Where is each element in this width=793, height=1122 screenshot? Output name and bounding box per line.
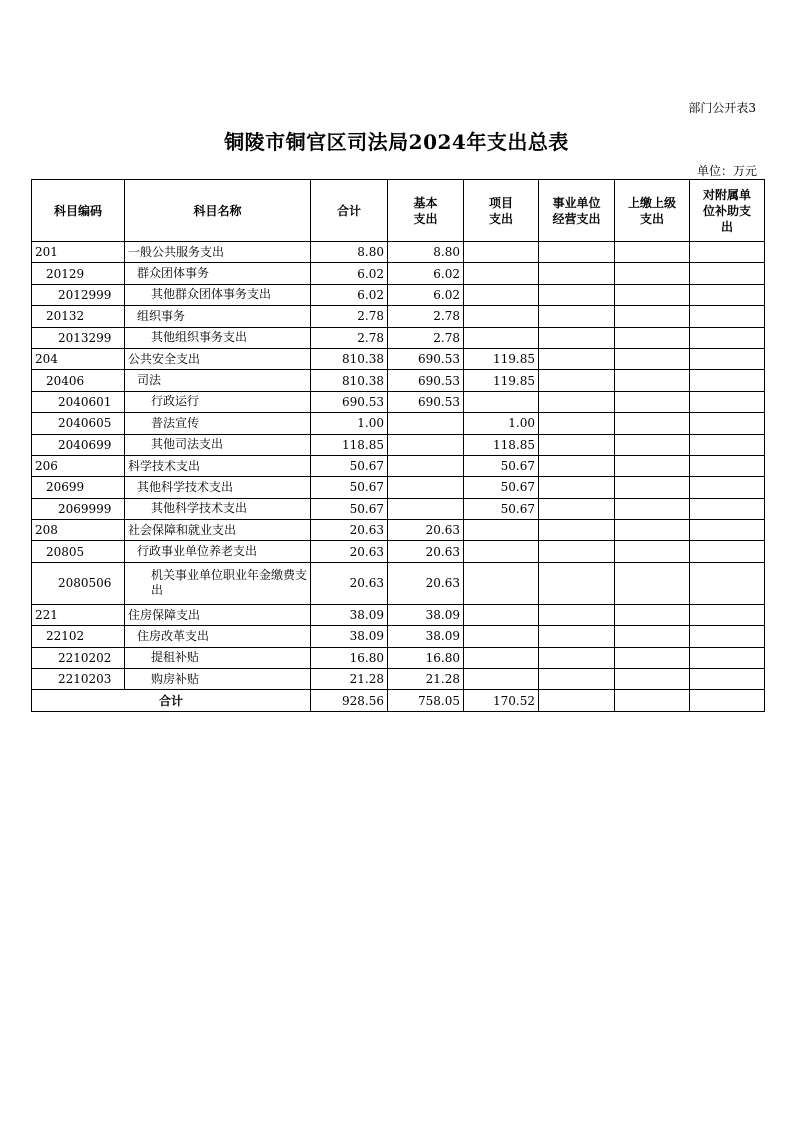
row-code: 22102 xyxy=(32,626,125,647)
row-code: 20699 xyxy=(32,477,125,498)
total-business xyxy=(539,690,615,711)
row-business xyxy=(539,626,615,647)
row-basic: 38.09 xyxy=(388,604,464,625)
row-name: 其他群众团体事务支出 xyxy=(125,284,311,305)
row-code: 204 xyxy=(32,348,125,369)
expenditure-table xyxy=(31,179,765,712)
header-project-line2: 支出 xyxy=(488,211,513,226)
header-total: 合计 xyxy=(311,180,388,242)
table-row xyxy=(32,327,765,348)
row-upper xyxy=(615,263,690,284)
row-project xyxy=(464,541,539,562)
row-basic: 21.28 xyxy=(388,669,464,690)
row-project xyxy=(464,284,539,305)
row-name: 购房补贴 xyxy=(125,669,311,690)
row-total: 16.80 xyxy=(311,647,388,668)
row-project: 1.00 xyxy=(464,413,539,434)
row-upper xyxy=(615,562,690,604)
row-business xyxy=(539,348,615,369)
row-subsidy xyxy=(690,434,765,455)
table-row xyxy=(32,477,765,498)
row-project: 50.67 xyxy=(464,455,539,476)
form-number: 部门公开表3 xyxy=(688,101,756,115)
table-row xyxy=(32,520,765,541)
total-row xyxy=(32,690,765,711)
row-project xyxy=(464,520,539,541)
row-total: 1.00 xyxy=(311,413,388,434)
row-upper xyxy=(615,413,690,434)
row-project xyxy=(464,562,539,604)
table-row xyxy=(32,541,765,562)
table-row xyxy=(32,242,765,263)
header-business xyxy=(539,180,615,242)
row-name: 行政事业单位养老支出 xyxy=(125,541,311,562)
row-business xyxy=(539,541,615,562)
row-business xyxy=(539,284,615,305)
row-basic: 8.80 xyxy=(388,242,464,263)
row-project: 50.67 xyxy=(464,498,539,519)
row-subsidy xyxy=(690,370,765,391)
row-project xyxy=(464,604,539,625)
table-row xyxy=(32,455,765,476)
row-total: 38.09 xyxy=(311,604,388,625)
row-subsidy xyxy=(690,626,765,647)
total-label: 合计 xyxy=(32,690,311,711)
row-name: 机关事业单位职业年金缴费支出 xyxy=(125,562,311,604)
row-project xyxy=(464,306,539,327)
row-project xyxy=(464,391,539,412)
table-row xyxy=(32,391,765,412)
row-name: 司法 xyxy=(125,370,311,391)
row-code: 2013299 xyxy=(32,327,125,348)
table-row xyxy=(32,284,765,305)
row-business xyxy=(539,562,615,604)
header-code: 科目编码 xyxy=(32,180,125,242)
row-basic xyxy=(388,434,464,455)
header-business-line2: 经营支出 xyxy=(552,211,601,226)
page-title: 铜陵市铜官区司法局2024年支出总表 xyxy=(224,130,569,154)
row-business xyxy=(539,306,615,327)
row-upper xyxy=(615,498,690,519)
row-total: 20.63 xyxy=(311,562,388,604)
row-upper xyxy=(615,669,690,690)
row-name: 行政运行 xyxy=(125,391,311,412)
row-total: 8.80 xyxy=(311,242,388,263)
row-basic: 2.78 xyxy=(388,327,464,348)
header-project-line1: 项目 xyxy=(488,195,513,210)
row-name: 提租补贴 xyxy=(125,647,311,668)
row-code: 2012999 xyxy=(32,284,125,305)
row-name: 群众团体事务 xyxy=(125,263,311,284)
row-total: 50.67 xyxy=(311,498,388,519)
row-total: 2.78 xyxy=(311,306,388,327)
row-basic xyxy=(388,477,464,498)
row-upper xyxy=(615,434,690,455)
row-name: 社会保障和就业支出 xyxy=(125,520,311,541)
table-row xyxy=(32,413,765,434)
row-code: 2040699 xyxy=(32,434,125,455)
row-upper xyxy=(615,520,690,541)
total-subsidy xyxy=(690,690,765,711)
row-subsidy xyxy=(690,242,765,263)
row-business xyxy=(539,604,615,625)
row-basic xyxy=(388,498,464,519)
row-project xyxy=(464,669,539,690)
row-total: 50.67 xyxy=(311,455,388,476)
header-basic-line1: 基本 xyxy=(413,195,438,210)
row-business xyxy=(539,669,615,690)
row-subsidy xyxy=(690,348,765,369)
row-business xyxy=(539,455,615,476)
row-name: 住房保障支出 xyxy=(125,604,311,625)
row-code: 20805 xyxy=(32,541,125,562)
row-business xyxy=(539,413,615,434)
row-upper xyxy=(615,477,690,498)
row-subsidy xyxy=(690,327,765,348)
row-total: 810.38 xyxy=(311,348,388,369)
row-name: 科学技术支出 xyxy=(125,455,311,476)
row-basic: 690.53 xyxy=(388,370,464,391)
row-project: 50.67 xyxy=(464,477,539,498)
row-project xyxy=(464,626,539,647)
row-business xyxy=(539,520,615,541)
row-project: 119.85 xyxy=(464,370,539,391)
row-project xyxy=(464,647,539,668)
row-basic xyxy=(388,413,464,434)
table-row xyxy=(32,434,765,455)
table-row xyxy=(32,562,765,604)
row-code: 201 xyxy=(32,242,125,263)
row-upper xyxy=(615,348,690,369)
row-name: 住房改革支出 xyxy=(125,626,311,647)
row-business xyxy=(539,327,615,348)
row-basic: 690.53 xyxy=(388,348,464,369)
row-basic: 2.78 xyxy=(388,306,464,327)
row-subsidy xyxy=(690,604,765,625)
row-upper xyxy=(615,626,690,647)
row-basic: 20.63 xyxy=(388,520,464,541)
table-row xyxy=(32,306,765,327)
row-basic: 38.09 xyxy=(388,626,464,647)
row-code: 221 xyxy=(32,604,125,625)
row-total: 20.63 xyxy=(311,541,388,562)
row-code: 2069999 xyxy=(32,498,125,519)
row-subsidy xyxy=(690,541,765,562)
table-row xyxy=(32,348,765,369)
row-business xyxy=(539,647,615,668)
header-upper-line1: 上缴上级 xyxy=(627,195,676,210)
row-name: 其他科学技术支出 xyxy=(125,498,311,519)
row-subsidy xyxy=(690,455,765,476)
row-upper xyxy=(615,541,690,562)
row-subsidy xyxy=(690,520,765,541)
row-name: 其他组织事务支出 xyxy=(125,327,311,348)
row-total: 118.85 xyxy=(311,434,388,455)
row-upper xyxy=(615,604,690,625)
row-basic: 16.80 xyxy=(388,647,464,668)
row-code: 206 xyxy=(32,455,125,476)
row-total: 50.67 xyxy=(311,477,388,498)
total-sum: 928.56 xyxy=(311,690,388,711)
row-code: 208 xyxy=(32,520,125,541)
row-subsidy xyxy=(690,263,765,284)
total-project: 170.52 xyxy=(464,690,539,711)
row-business xyxy=(539,477,615,498)
row-subsidy xyxy=(690,477,765,498)
row-basic: 20.63 xyxy=(388,562,464,604)
row-total: 20.63 xyxy=(311,520,388,541)
row-business xyxy=(539,434,615,455)
table-row xyxy=(32,370,765,391)
total-basic: 758.05 xyxy=(388,690,464,711)
table-body xyxy=(32,242,765,712)
row-business xyxy=(539,498,615,519)
row-project: 119.85 xyxy=(464,348,539,369)
row-business xyxy=(539,242,615,263)
row-subsidy xyxy=(690,562,765,604)
row-name: 一般公共服务支出 xyxy=(125,242,311,263)
table-row xyxy=(32,626,765,647)
header-basic-line2: 支出 xyxy=(413,211,438,226)
table-row xyxy=(32,498,765,519)
row-total: 21.28 xyxy=(311,669,388,690)
header-project xyxy=(464,180,539,242)
row-code: 20406 xyxy=(32,370,125,391)
header-upper-line2: 支出 xyxy=(639,211,664,226)
row-name: 组织事务 xyxy=(125,306,311,327)
header-subsidy: 对附属单位补助支出 xyxy=(690,180,765,242)
row-code: 2080506 xyxy=(32,562,125,604)
row-basic xyxy=(388,455,464,476)
row-upper xyxy=(615,306,690,327)
row-code: 20132 xyxy=(32,306,125,327)
header-upper xyxy=(615,180,690,242)
row-basic: 6.02 xyxy=(388,263,464,284)
row-name: 其他科学技术支出 xyxy=(125,477,311,498)
row-name: 其他司法支出 xyxy=(125,434,311,455)
row-code: 2210202 xyxy=(32,647,125,668)
row-project xyxy=(464,263,539,284)
row-name: 公共安全支出 xyxy=(125,348,311,369)
row-basic: 20.63 xyxy=(388,541,464,562)
row-basic: 690.53 xyxy=(388,391,464,412)
row-business xyxy=(539,370,615,391)
row-subsidy xyxy=(690,498,765,519)
row-total: 6.02 xyxy=(311,263,388,284)
row-project xyxy=(464,242,539,263)
row-code: 2040605 xyxy=(32,413,125,434)
row-upper xyxy=(615,284,690,305)
header-row xyxy=(32,180,765,242)
row-upper xyxy=(615,327,690,348)
row-project xyxy=(464,327,539,348)
row-total: 2.78 xyxy=(311,327,388,348)
row-code: 20129 xyxy=(32,263,125,284)
row-subsidy xyxy=(690,647,765,668)
row-project: 118.85 xyxy=(464,434,539,455)
row-total: 810.38 xyxy=(311,370,388,391)
row-business xyxy=(539,263,615,284)
row-total: 6.02 xyxy=(311,284,388,305)
header-basic xyxy=(388,180,464,242)
row-total: 690.53 xyxy=(311,391,388,412)
row-business xyxy=(539,391,615,412)
header-name: 科目名称 xyxy=(125,180,311,242)
row-upper xyxy=(615,455,690,476)
row-subsidy xyxy=(690,284,765,305)
row-name: 普法宣传 xyxy=(125,413,311,434)
row-upper xyxy=(615,242,690,263)
row-subsidy xyxy=(690,413,765,434)
table-row xyxy=(32,604,765,625)
row-subsidy xyxy=(690,391,765,412)
row-subsidy xyxy=(690,669,765,690)
row-upper xyxy=(615,647,690,668)
row-code: 2210203 xyxy=(32,669,125,690)
row-total: 38.09 xyxy=(311,626,388,647)
table-row xyxy=(32,669,765,690)
row-upper xyxy=(615,391,690,412)
table-row xyxy=(32,263,765,284)
total-upper xyxy=(615,690,690,711)
table-row xyxy=(32,647,765,668)
row-code: 2040601 xyxy=(32,391,125,412)
row-basic: 6.02 xyxy=(388,284,464,305)
header-business-line1: 事业单位 xyxy=(552,195,601,210)
row-upper xyxy=(615,370,690,391)
unit-label: 单位：万元 xyxy=(696,164,757,178)
row-subsidy xyxy=(690,306,765,327)
